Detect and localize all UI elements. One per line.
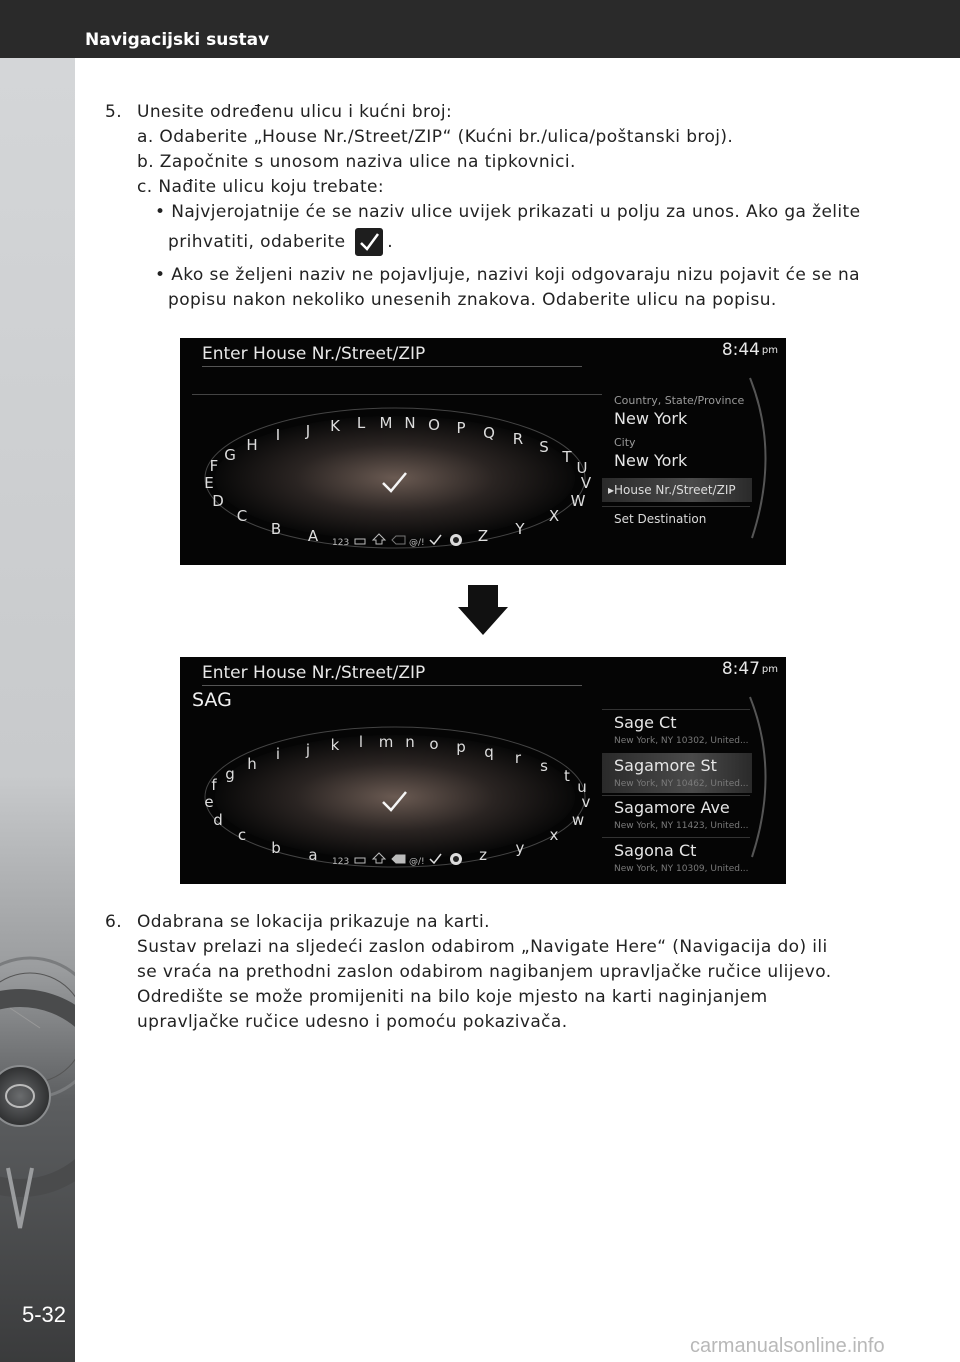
- panel-divider: [602, 506, 750, 507]
- results-divider: [602, 795, 750, 796]
- screen1-key[interactable]: M: [379, 414, 393, 432]
- screen1-key[interactable]: P: [456, 419, 466, 437]
- screen1-key[interactable]: J: [305, 422, 311, 440]
- step6-line1: Odabrana se lokacija prikazuje na karti.: [137, 912, 490, 932]
- screen1-key[interactable]: V: [580, 474, 592, 492]
- screen2-key[interactable]: i: [275, 745, 281, 763]
- bullet1-post: .: [387, 232, 394, 252]
- screen2-key[interactable]: u: [577, 778, 587, 796]
- screen1-key[interactable]: X: [548, 507, 560, 525]
- screen2-key[interactable]: h: [247, 755, 257, 773]
- screen2-key[interactable]: x: [549, 826, 559, 844]
- screen2-key[interactable]: j: [305, 741, 311, 759]
- screen1-key[interactable]: U: [576, 459, 588, 477]
- screen2-key[interactable]: g: [225, 765, 235, 783]
- step5-a: a. Odaberite „House Nr./Street/ZIP“ (Kućni br./ulica/poštanski broj).: [137, 127, 734, 147]
- screen2-key[interactable]: b: [271, 839, 281, 857]
- screen2-key[interactable]: s: [540, 757, 548, 775]
- screen2-key[interactable]: y: [515, 839, 525, 857]
- result-name[interactable]: Sage Ct: [614, 713, 677, 732]
- screen1-key[interactable]: I: [275, 426, 281, 444]
- result-detail: New York, NY 10462, United...: [614, 779, 749, 789]
- screen1-key[interactable]: L: [356, 414, 366, 432]
- screen2-key[interactable]: k: [330, 736, 340, 754]
- screen2-key[interactable]: q: [484, 743, 494, 761]
- country-label: Country, State/Province: [614, 394, 745, 407]
- screen1-key[interactable]: B: [270, 520, 282, 538]
- screen1-key[interactable]: C: [236, 507, 248, 525]
- down-arrow-icon: [458, 585, 508, 637]
- step5-bullet2-line1: • Ako se željeni naziv ne pojavljuje, nazivi koji odgovaraju nizu pojavit će se na: [155, 265, 860, 285]
- checkmark-icon: [355, 228, 383, 256]
- screen1-space-icon[interactable]: [355, 539, 365, 544]
- step6-line2: Sustav prelazi na sljedeći zaslon odabirom „Navigate Here“ (Navigacija do) ili: [137, 937, 828, 957]
- screen1-title: Enter House Nr./Street/ZIP: [202, 344, 426, 364]
- screen2-key[interactable]: f: [211, 776, 217, 794]
- screen2-key[interactable]: r: [514, 749, 522, 767]
- step6-line4: Odredište se može promijeniti na bilo koje mjesto na karti naginjanjem: [137, 987, 768, 1007]
- screen1-numkey[interactable]: 123: [332, 538, 350, 548]
- screen1-key[interactable]: N: [404, 414, 416, 432]
- screen2-ampm: pm: [761, 664, 778, 675]
- screen2-title: Enter House Nr./Street/ZIP: [202, 663, 426, 683]
- step6-number: 6.: [105, 912, 123, 932]
- screen2-key[interactable]: o: [429, 735, 439, 753]
- screen2-key[interactable]: z: [479, 846, 487, 864]
- screen1-key[interactable]: H: [246, 436, 258, 454]
- country-value[interactable]: New York: [614, 409, 688, 428]
- screen1-key[interactable]: D: [212, 492, 224, 510]
- result-detail: New York, NY 11423, United...: [614, 821, 749, 831]
- screen2-key[interactable]: w: [571, 811, 585, 829]
- screen2-key[interactable]: m: [378, 733, 394, 751]
- screen-1: [180, 338, 786, 565]
- steering-wheel-icon: [0, 938, 75, 1362]
- screen2-key[interactable]: c: [237, 826, 247, 844]
- screen2-symkey[interactable]: @/!: [409, 857, 425, 867]
- bullet1-pre: prihvatiti, odaberite: [168, 232, 346, 252]
- section-title: Navigacijski sustav: [85, 30, 270, 50]
- screen1-key[interactable]: Q: [483, 424, 495, 442]
- set-destination[interactable]: Set Destination: [614, 512, 707, 526]
- screen2-space-icon[interactable]: [355, 858, 365, 863]
- screen1-key[interactable]: S: [539, 438, 549, 456]
- watermark: carmanualsonline.info: [690, 1335, 885, 1357]
- page-number: 5-32: [22, 1302, 67, 1327]
- screen1-key[interactable]: O: [428, 416, 440, 434]
- step6-line5: upravljačke ručice udesno i pomoću pokazivača.: [137, 1012, 568, 1032]
- result-detail: New York, NY 10309, United...: [614, 864, 749, 874]
- screen1-key[interactable]: F: [209, 457, 219, 475]
- city-label: City: [614, 436, 636, 449]
- step5-bullet1-line1: • Najvjerojatnije će se naziv ulice uvijek prikazati u polju za unos. Ako ga želite: [155, 202, 861, 222]
- result-detail: New York, NY 10302, United...: [614, 736, 749, 746]
- left-sidebar: [0, 58, 75, 1362]
- result-name[interactable]: Sagona Ct: [614, 841, 697, 860]
- screen1-key[interactable]: W: [570, 492, 586, 510]
- screen1-keyboard: [180, 338, 786, 565]
- screen1-key[interactable]: Z: [477, 527, 489, 545]
- screen1-key[interactable]: K: [330, 417, 340, 435]
- step6-line3: se vraća na prethodni zaslon odabirom nagibanjem upravljačke ručice ulijevo.: [137, 962, 832, 982]
- header-bar: [0, 0, 960, 58]
- city-value[interactable]: New York: [614, 451, 688, 470]
- screen1-key[interactable]: Y: [515, 520, 525, 538]
- screen2-key[interactable]: e: [204, 793, 214, 811]
- screen1-key[interactable]: A: [307, 527, 319, 545]
- results-top-rule: [602, 709, 750, 710]
- screen-2: [180, 657, 786, 884]
- screen1-ampm: pm: [761, 345, 778, 356]
- house-item[interactable]: House Nr./Street/ZIP: [614, 483, 736, 497]
- screen2-key[interactable]: d: [213, 811, 223, 829]
- screen2-key[interactable]: l: [358, 733, 364, 751]
- screen1-key[interactable]: G: [224, 446, 236, 464]
- screen2-key[interactable]: t: [564, 767, 570, 785]
- screen1-symkey[interactable]: @/!: [409, 538, 425, 548]
- step5-b: b. Započnite s unosom naziva ulice na tipkovnici.: [137, 152, 576, 172]
- screen1-time: 8:44: [721, 340, 760, 360]
- screen2-key[interactable]: n: [405, 733, 415, 751]
- step5-bullet2-line2: popisu nakon nekoliko unesenih znakova. Odaberite ulicu na popisu.: [168, 290, 777, 310]
- result-name[interactable]: Sagamore Ave: [614, 798, 730, 817]
- result-name[interactable]: Sagamore St: [614, 756, 717, 775]
- screen1-key[interactable]: E: [204, 474, 214, 492]
- screen2-input[interactable]: SAG: [192, 689, 232, 711]
- results-divider: [602, 837, 750, 838]
- screen2-numkey[interactable]: 123: [332, 857, 350, 867]
- screen1-key[interactable]: R: [512, 430, 524, 448]
- screen2-key[interactable]: a: [308, 846, 318, 864]
- house-item-arrow-icon: ▸: [608, 483, 615, 497]
- screen2-key[interactable]: v: [581, 793, 591, 811]
- screen2-key[interactable]: p: [456, 738, 466, 756]
- screen1-key[interactable]: T: [562, 448, 572, 466]
- step5-c: c. Nađite ulicu koju trebate:: [137, 177, 385, 197]
- step5-title: Unesite određenu ulicu i kućni broj:: [137, 102, 453, 122]
- step5-bullet1-line2: [168, 228, 393, 256]
- step5-number: 5.: [105, 102, 123, 122]
- screen2-time: 8:47: [721, 659, 760, 679]
